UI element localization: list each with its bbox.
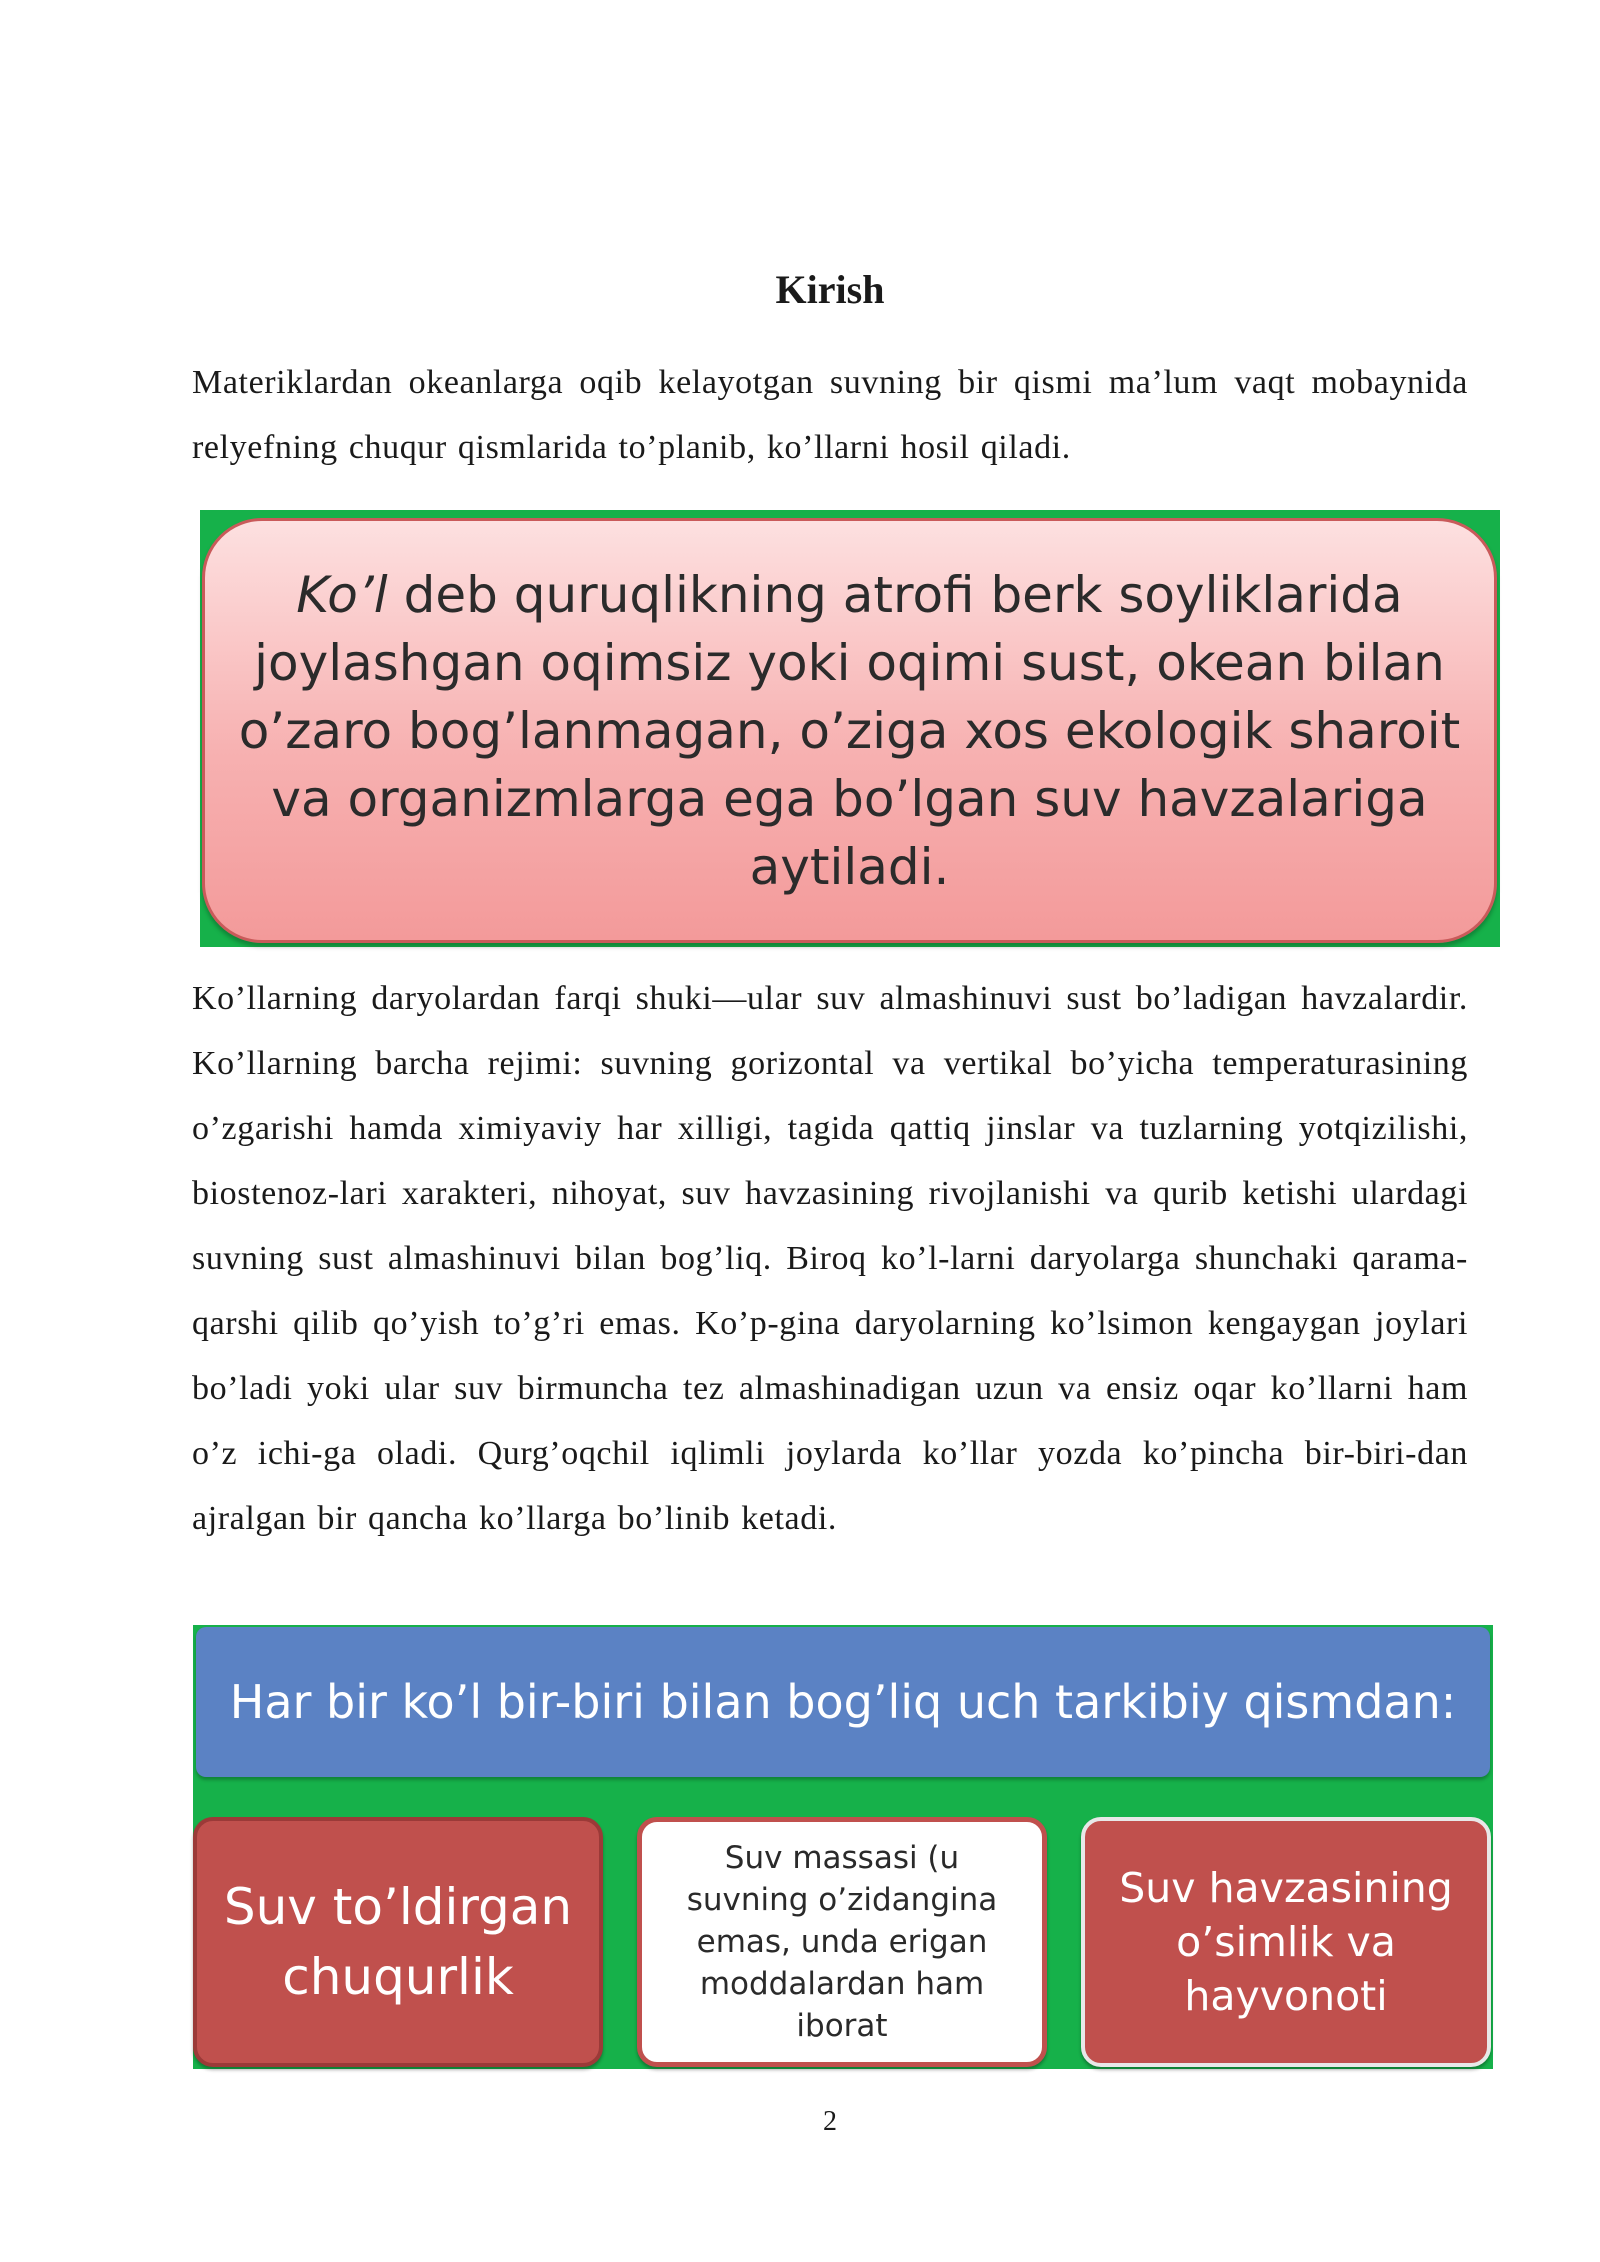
component-basin-text: Suv to’ldirgan chuqurlik <box>223 1878 573 2006</box>
page-title: Kirish <box>775 267 885 312</box>
components-header <box>196 1627 1490 1777</box>
component-flora-fauna <box>1081 1817 1491 2067</box>
definition-term: Ko’l <box>296 565 388 624</box>
definition-text <box>230 561 1470 901</box>
body-paragraph <box>192 966 1468 1551</box>
intro-paragraph-text: Materiklardan okeanlarga oqib kelayotgan suvning bir qismi ma’lum vaqt mobaynida relyefning chuqur qismlarida to’planib, ko’llarni hosil qiladi. <box>192 364 1468 466</box>
component-flora-fauna-text: Suv havzasining o’simlik va hayvonoti <box>1119 1864 1453 2020</box>
definition-box <box>202 518 1497 943</box>
page-number: 2 <box>823 2106 837 2137</box>
intro-paragraph <box>192 350 1468 480</box>
component-basin <box>193 1817 603 2067</box>
components-header-text: Har bir ko’l bir-biri bilan bog’liq uch tarkibiy qismdan: <box>229 1675 1457 1729</box>
body-paragraph-text: Ko’llarning daryolardan farqi shuki—ular suv almashinuvi sust bo’ladigan havzalardir. Ko’llarning barcha rejimi: suvning gorizontal va vertikal bo’yicha temperaturasining o’zgarishi hamda ximiyaviy har xilligi, tagida qattiq jinslar va tuzlarning yotqizilishi, biostenoz-lari xarakteri, nihoyat, suv havzasining rivojlanishi va qurib ketishi ulardagi suvning sust almashinuvi bilan bog’liq. Biroq ko’l-larni daryolarga shunchaki qarama-qarshi qilib qo’yish to’g’ri emas. Ko’p-gina daryolarning ko’lsimon kengaygan joylari bo’ladi yoki ular suv birmuncha tez almashinadigan uzun va ensiz oqar ko’llarni ham o’z ichi-ga oladi. Qurg’oqchil iqlimli joylarda ko’llar yozda ko’pincha bir-biri-dan ajralgan bir qancha ko’llarga bo’linib ketadi. <box>192 980 1468 1537</box>
component-water-mass-text: Suv massasi (u suvning o’zidangina emas, unda erigan moddalardan ham iborat <box>686 1840 998 2044</box>
component-water-mass <box>637 1817 1047 2067</box>
definition-body: deb quruqlikning atrofi berk soyliklarida joylashgan oqimsiz yoki oqimi sust, okean bilan o’zaro bog’lanmagan, o’ziga xos ekologik sharoit va organizmlarga ega bo’lgan suv havzalariga aytiladi. <box>238 565 1461 896</box>
definition-figure <box>200 510 1500 947</box>
components-figure <box>193 1625 1493 2069</box>
